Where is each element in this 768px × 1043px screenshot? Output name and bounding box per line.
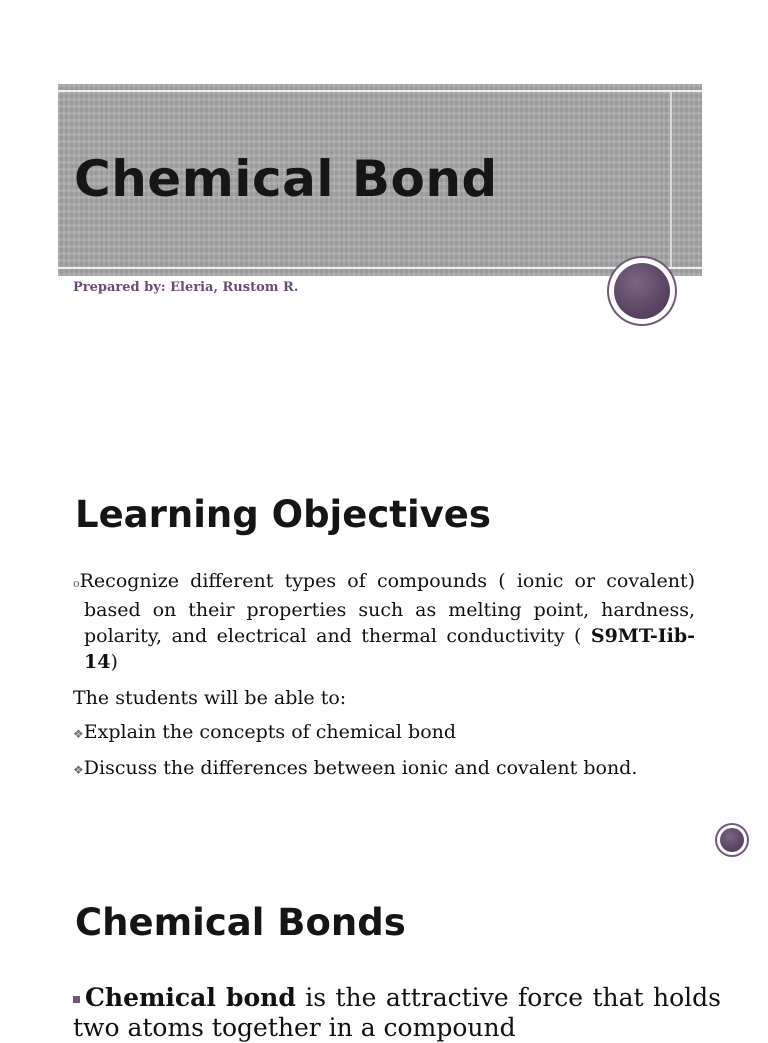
author-subtitle: Prepared by: Eleria, Rustom R. xyxy=(73,280,299,295)
list-item-text: Discuss the differences between ionic and covalent bond. xyxy=(83,757,638,779)
chemical-bonds-heading: Chemical Bonds xyxy=(75,901,406,944)
slide-title: Chemical Bond xyxy=(74,150,498,208)
objectives-body xyxy=(73,568,695,783)
list-item xyxy=(73,755,695,783)
banner-vertical-rule xyxy=(670,92,672,267)
list-item xyxy=(73,719,695,747)
objectives-heading: Learning Objectives xyxy=(75,493,491,536)
objective-item xyxy=(73,568,695,675)
definition-text: is the attractive force that holds two atoms together in a compound xyxy=(73,983,721,1042)
decorative-circle-icon xyxy=(609,258,675,324)
decorative-circle-icon xyxy=(717,825,747,855)
students-intro: The students will be able to: xyxy=(73,687,347,709)
definition-paragraph xyxy=(73,983,721,1043)
objective-code: S9MT-Iib-14 xyxy=(84,625,695,673)
banner-bottom-rule xyxy=(58,267,702,269)
diamond-bullet-icon: ❖ xyxy=(73,727,84,741)
title-banner xyxy=(58,84,702,276)
title-slide xyxy=(0,0,768,385)
circle-bullet-icon: o xyxy=(73,577,80,590)
list-item-text: Explain the concepts of chemical bond xyxy=(83,721,457,743)
objective-text: Recognize different types of compounds ( ionic or covalent) based on their properties such as melting point, hardness, polarity, and electrical and thermal conductivity ( xyxy=(79,570,695,647)
definition-term: Chemical bond xyxy=(85,983,296,1012)
chemical-bonds-slide xyxy=(0,895,768,1042)
diamond-bullet-icon: ❖ xyxy=(73,763,84,777)
objectives-slide xyxy=(0,385,768,895)
objective-close: ) xyxy=(110,651,118,673)
square-bullet-icon xyxy=(73,996,80,1003)
banner-top-rule xyxy=(58,90,702,92)
